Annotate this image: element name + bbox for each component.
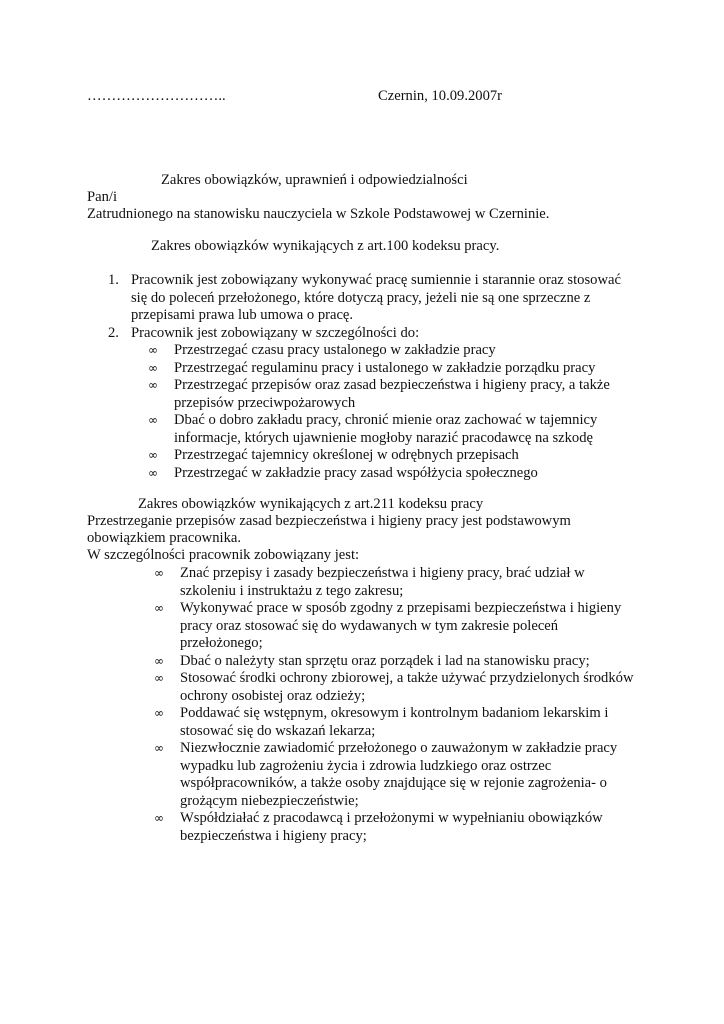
position-line: Zatrudnionego na stanowisku nauczyciela w Szkole Podstawowej w Czerninie.: [87, 206, 550, 222]
infinity-bullet-icon: ∞: [148, 360, 158, 375]
bullet-item: [154, 670, 642, 705]
bullet-item: [154, 810, 642, 845]
infinity-bullet-icon: ∞: [148, 378, 158, 392]
bullet-line: Znać przepisy i zasady bezpieczeństwa i higieny pracy, brać udział w: [180, 565, 585, 581]
infinity-bullet-icon: ∞: [148, 413, 158, 427]
bullet-line: szkoleniu i instruktażu z tego zakresu;: [180, 582, 404, 599]
bullet-list: [148, 342, 648, 482]
document-title: Zakres obowiązków, uprawnień i odpowiedzialności: [161, 172, 468, 188]
numbered-list: [108, 272, 668, 482]
bullet-line: przełożonego;: [180, 635, 263, 651]
bullet-line: Przestrzegać tajemnicy określonej w odrębnych przepisach: [174, 447, 519, 463]
list-item-line: się do poleceń przełożonego, które dotyczą pracy, jeżeli nie są one sprzeczne z: [131, 289, 591, 306]
place-date: Czernin, 10.09.2007r: [378, 88, 503, 104]
infinity-bullet-icon: ∞: [154, 811, 164, 825]
bullet-line: współpracowników, a także osoby znajdujące się w rejonie zagrożenia- o: [180, 775, 607, 791]
signature-dots: ………………………..: [87, 88, 226, 104]
section2-intro-line: Przestrzeganie przepisów zasad bezpieczeństwa i higieny pracy jest podstawowym: [87, 513, 571, 529]
section1-heading: Zakres obowiązków wynikających z art.100 kodeksu pracy.: [151, 238, 500, 254]
bullet-line: grożącym niebezpieczeństwie;: [180, 792, 359, 809]
list-item: [108, 272, 668, 325]
bullet-line: przepisów przeciwpożarowych: [174, 394, 356, 411]
bullet-item: [154, 600, 642, 653]
bullet-line: Dbać o należyty stan sprzętu oraz porządek i lad na stanowisku pracy;: [180, 652, 590, 669]
bullet-line: Przestrzegać regulaminu pracy i ustalonego w zakładzie porządku pracy: [174, 359, 596, 376]
bullet-line: wypadku lub zagrożeniu życia i zdrowia ludzkiego oraz ostrzec: [180, 757, 552, 774]
infinity-bullet-icon: ∞: [148, 465, 158, 480]
bullet-line: ochrony osobistej oraz odzieży;: [180, 687, 366, 704]
bullet-item: [154, 705, 642, 740]
list-item-line: Pracownik jest zobowiązany wykonywać pracę sumiennie i starannie oraz stosować: [131, 272, 621, 288]
section2-heading: Zakres obowiązków wynikających z art.211 kodeksu pracy: [138, 496, 484, 512]
bullet-line: Poddawać się wstępnym, okresowym i kontrolnym badaniom lekarskim i: [180, 705, 609, 721]
infinity-bullet-icon: ∞: [154, 671, 164, 685]
bullet-line: stosować się do wskazań lekarza;: [180, 722, 376, 739]
section2-intro-line: obowiązkiem pracownika.: [87, 530, 241, 546]
list-item: [108, 325, 668, 483]
bullet-line: Współdziałać z pracodawcą i przełożonymi w wypełnianiu obowiązków: [180, 810, 603, 826]
bullet-line: Stosować środki ochrony zbiorowej, a także używać przydzielonych środków: [180, 670, 634, 686]
list-number: 2.: [108, 324, 119, 341]
bullet-line: bezpieczeństwa i higieny pracy;: [180, 827, 367, 844]
infinity-bullet-icon: ∞: [154, 706, 164, 720]
infinity-bullet-icon: ∞: [154, 741, 164, 755]
infinity-bullet-icon: ∞: [148, 343, 158, 357]
bullet-line: pracy oraz stosować się do wydawanych w tym zakresie poleceń: [180, 617, 559, 634]
bullet-line: Wykonywać prace w sposób zgodny z przepisami bezpieczeństwa i higieny: [180, 600, 622, 616]
addressee: Pan/i: [87, 189, 117, 205]
bullet-item: [148, 412, 648, 447]
list-item-line: przepisami prawa lub umowa o pracę.: [131, 307, 354, 323]
infinity-bullet-icon: ∞: [148, 448, 158, 462]
infinity-bullet-icon: ∞: [154, 601, 164, 615]
infinity-bullet-icon: ∞: [154, 566, 164, 580]
bullet-line: Przestrzegać czasu pracy ustalonego w zakładzie pracy: [174, 342, 496, 358]
bullet-line: Dbać o dobro zakładu pracy, chronić mienie oraz zachować w tajemnicy: [174, 412, 598, 428]
list-item-line: Pracownik jest zobowiązany w szczególności do:: [131, 324, 420, 341]
list-number: 1.: [108, 272, 119, 288]
bullet-item: [148, 447, 648, 465]
bullet-list: [154, 565, 642, 845]
bullet-line: Przestrzegać przepisów oraz zasad bezpieczeństwa i higieny pracy, a także: [174, 377, 610, 393]
bullet-item: [154, 653, 642, 671]
bullet-line: Przestrzegać w zakładzie pracy zasad współżycia społecznego: [174, 464, 538, 481]
bullet-item: [148, 377, 648, 412]
bullet-item: [148, 465, 648, 483]
bullet-line: Niezwłocznie zawiadomić przełożonego o zauważonym w zakładzie pracy: [180, 740, 618, 756]
bullet-line: informacje, których ujawnienie mogłoby narazić pracodawcę na szkodę: [174, 429, 593, 446]
bullet-item: [154, 565, 642, 600]
section2-lead: W szczególności pracownik zobowiązany jest:: [87, 547, 360, 563]
bullet-item: [148, 342, 648, 360]
bullet-item: [154, 740, 642, 810]
infinity-bullet-icon: ∞: [154, 653, 164, 668]
bullet-item: [148, 360, 648, 378]
